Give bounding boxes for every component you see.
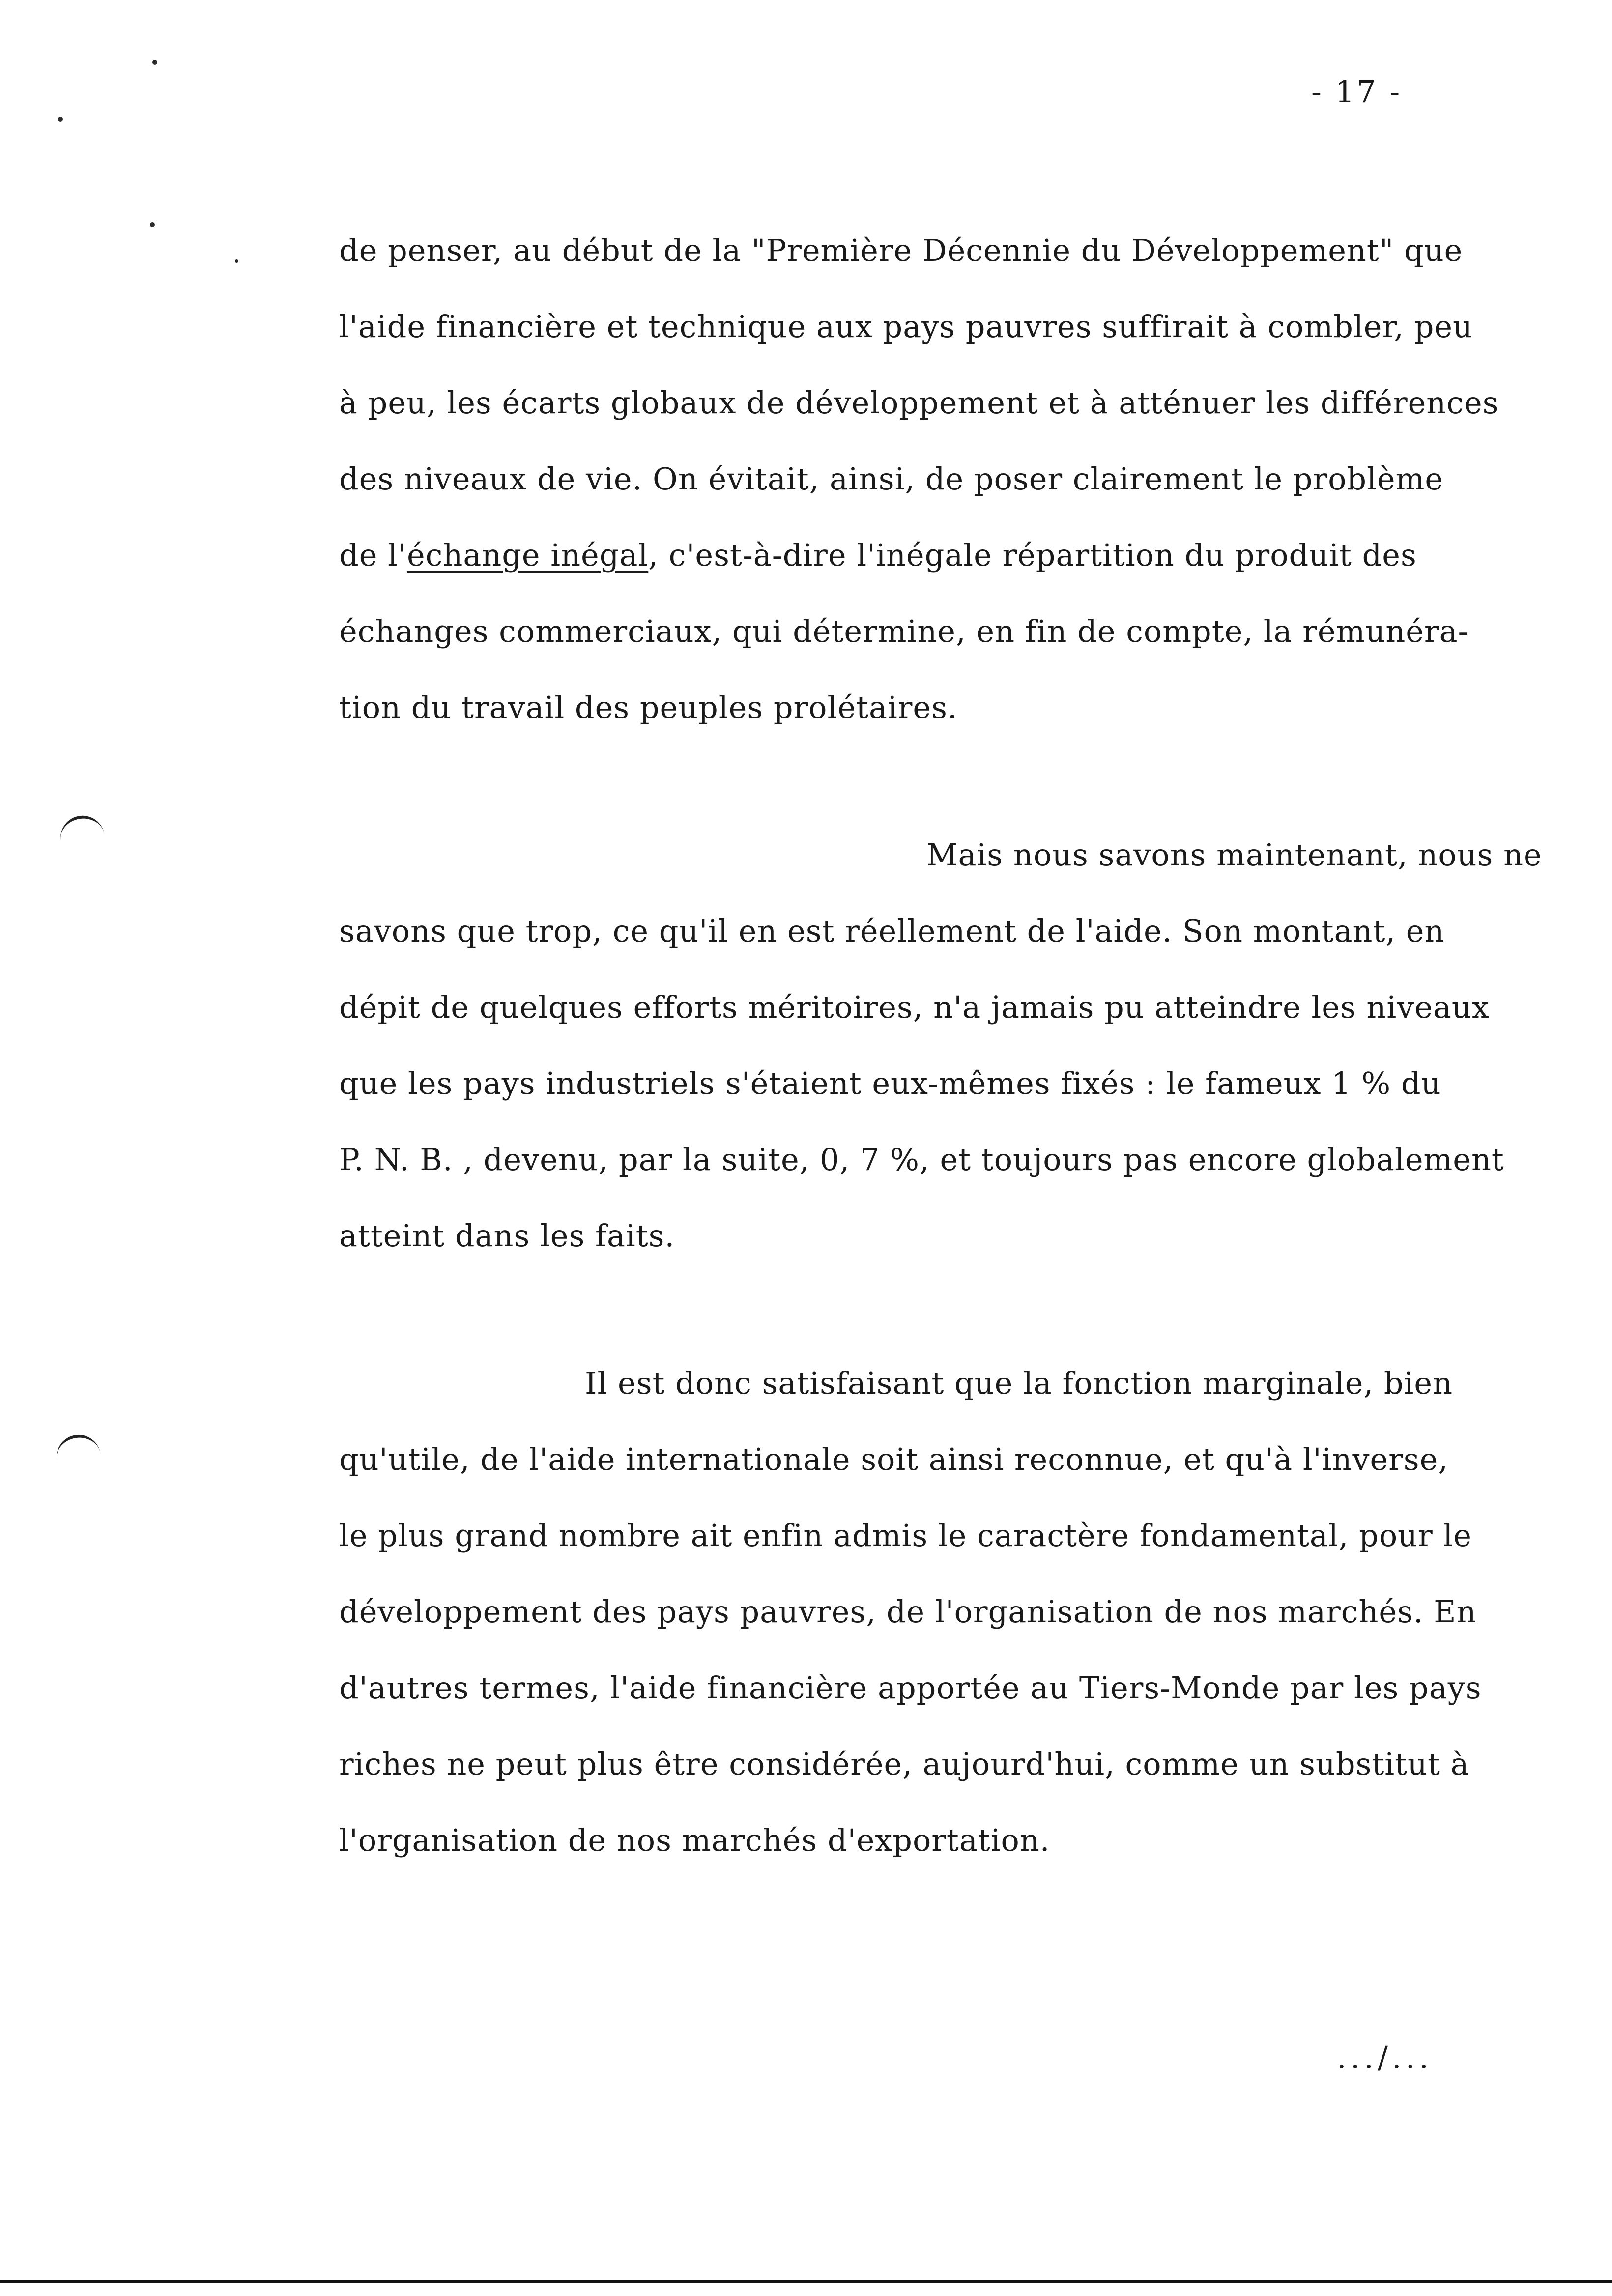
underlined-term: échange inégal	[406, 537, 649, 573]
continuation-mark: .../...	[1337, 2039, 1433, 2075]
paragraph-line: l'aide financière et technique aux pays pauvres suffirait à combler, peu	[339, 309, 1473, 344]
paragraph-line: développement des pays pauvres, de l'organisation de nos marchés. En	[339, 1594, 1477, 1630]
paragraph-line: à peu, les écarts globaux de développement et à atténuer les différences	[339, 385, 1499, 421]
paragraph-line: dépit de quelques efforts méritoires, n'a jamais pu atteindre les niveaux	[339, 989, 1490, 1025]
margin-punch-mark-2	[54, 1432, 101, 1461]
margin-dot-1	[152, 60, 157, 65]
paragraph-line: tion du travail des peuples prolétaires.	[339, 689, 958, 725]
paragraph-line: P. N. B. , devenu, par la suite, 0, 7 %, et toujours pas encore globalement	[339, 1142, 1504, 1177]
paragraph-line: le plus grand nombre ait enfin admis le caractère fondamental, pour le	[339, 1518, 1472, 1553]
text-segment: de l'	[339, 537, 407, 573]
margin-dot-3	[150, 222, 155, 227]
page-number: - 17 -	[1311, 74, 1402, 110]
paragraph-line: riches ne peut plus être considérée, aujourd'hui, comme un substitut à	[339, 1746, 1469, 1782]
paragraph-line: de penser, au début de la "Première Décennie du Développement" que	[339, 232, 1463, 268]
paragraph-line: qu'utile, de l'aide internationale soit ainsi reconnue, et qu'à l'inverse,	[339, 1441, 1449, 1477]
bottom-rule	[0, 2280, 1612, 2283]
paragraph-line: l'organisation de nos marchés d'exportation.	[339, 1822, 1050, 1858]
margin-dot-2	[58, 117, 63, 122]
paragraph-line	[339, 536, 1417, 575]
paragraph-line: que les pays industriels s'étaient eux-mêmes fixés : le fameux 1 % du	[339, 1065, 1441, 1101]
paragraph-line: d'autres termes, l'aide financière apportée au Tiers-Monde par les pays	[339, 1670, 1482, 1706]
paragraph-line: Il est donc satisfaisant que la fonction marginale, bien	[585, 1365, 1453, 1401]
paragraph-line: Mais nous savons maintenant, nous ne	[926, 837, 1542, 873]
margin-dot-4	[235, 259, 238, 263]
paragraph-line: échanges commerciaux, qui détermine, en fin de compte, la rémunéra-	[339, 613, 1469, 649]
paragraph-line: atteint dans les faits.	[339, 1218, 675, 1254]
margin-punch-mark-1	[58, 813, 105, 841]
text-segment: , c'est-à-dire l'inégale répartition du produit des	[648, 537, 1417, 573]
paragraph-line: des niveaux de vie. On évitait, ainsi, de poser clairement le problème	[339, 461, 1444, 497]
paragraph-line: savons que trop, ce qu'il en est réellement de l'aide. Son montant, en	[339, 913, 1445, 949]
